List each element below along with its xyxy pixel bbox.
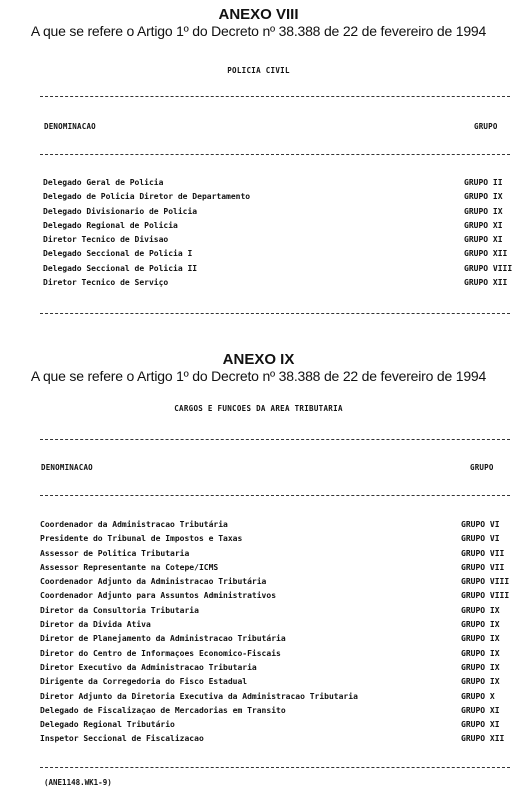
cargo-denominacao: Diretor do Centro de Informaçoes Economico-Fiscais (40, 648, 281, 658)
table-row (0, 563, 517, 577)
annex8-header-group: GRUPO (474, 122, 498, 131)
annex9-subtitle: A que se refere o Artigo 1º do Decreto nº 38.388 de 22 de fevereiro de 1994 (30, 368, 487, 384)
cargo-denominacao: Coordenador da Administracao Tributária (40, 520, 228, 529)
cargo-denominacao: Delegado Regional Tributário (40, 720, 175, 730)
annex9-title: ANEXO IX (222, 351, 295, 368)
table-row (0, 606, 517, 620)
annex8-rule-bottom (40, 313, 510, 314)
cargo-denominacao: Delegado Divisionario de Policia (43, 206, 198, 216)
cargo-denominacao: Diretor de Planejamento da Administracao Tributária (40, 634, 286, 644)
cargo-denominacao: Diretor Tecnico de Divisao (43, 235, 169, 245)
annex9-header-name: DENOMINACAO (41, 463, 93, 472)
cargo-grupo: GRUPO IX (461, 634, 500, 644)
table-row (0, 577, 517, 591)
cargo-grupo: GRUPO IX (461, 620, 500, 630)
cargo-grupo: GRUPO XI (464, 220, 503, 230)
cargo-denominacao: Diretor da Divida Ativa (40, 620, 151, 630)
cargo-grupo: GRUPO II (464, 178, 503, 187)
cargo-grupo: GRUPO VIII (461, 577, 510, 587)
cargo-denominacao: Delegado de Policia Diretor de Departamento (43, 192, 251, 202)
table-row (0, 520, 517, 534)
cargo-grupo: GRUPO IX (464, 192, 503, 202)
cargo-denominacao: Diretor Executivo da Administracao Tributaria (40, 662, 257, 672)
table-row (0, 207, 517, 221)
cargo-grupo: GRUPO IX (461, 677, 500, 687)
table-row (0, 720, 517, 734)
annex8-caption: POLICIA CIVIL (227, 66, 290, 75)
cargo-grupo: GRUPO IX (461, 648, 500, 658)
table-row (0, 235, 517, 249)
annex9-table (0, 520, 517, 749)
annex8-heading (0, 6, 517, 39)
cargo-grupo: GRUPO XII (461, 734, 505, 744)
cargo-denominacao: Inspetor Seccional de Fiscalizacao (40, 734, 204, 744)
file-reference: (ANE1148.WK1-9) (44, 778, 112, 787)
table-row (0, 591, 517, 605)
table-row (0, 692, 517, 706)
cargo-denominacao: Coordenador Adjunto da Administracao Tributária (40, 577, 267, 587)
annex8-subtitle: A que se refere o Artigo 1º do Decreto nº 38.388 de 22 de fevereiro de 1994 (30, 23, 487, 39)
cargo-denominacao: Assessor de Politica Tributaria (40, 548, 190, 558)
annex8-rule-mid (40, 154, 510, 155)
cargo-grupo: GRUPO IX (461, 662, 500, 672)
cargo-denominacao: Delegado Geral de Policia (43, 178, 164, 187)
cargo-grupo: GRUPO VI (461, 520, 500, 529)
annex9-rule-top (40, 439, 510, 440)
table-row (0, 249, 517, 263)
table-row (0, 178, 517, 192)
cargo-grupo: GRUPO XI (464, 235, 503, 245)
annex8-title: ANEXO VIII (218, 6, 299, 23)
annex9-rule-bottom (40, 767, 510, 768)
cargo-denominacao: Diretor Adjunto da Diretoria Executiva da Administracao Tributaria (40, 691, 358, 701)
cargo-denominacao: Presidente do Tribunal de Impostos e Taxas (40, 534, 243, 544)
cargo-denominacao: Delegado Seccional de Policia II (43, 263, 198, 273)
cargo-grupo: GRUPO VII (461, 562, 505, 572)
annex8-header-name: DENOMINACAO (44, 122, 96, 131)
cargo-denominacao: Diretor Tecnico de Serviço (43, 278, 169, 288)
table-row (0, 734, 517, 748)
cargo-denominacao: Delegado de Fiscalizaçao de Mercadorias em Transito (40, 705, 286, 715)
annex9-caption: CARGOS E FUNCOES DA AREA TRIBUTARIA (174, 404, 343, 413)
annex9-rule-mid (40, 495, 510, 496)
cargo-grupo: GRUPO VII (461, 548, 505, 558)
cargo-denominacao: Diretor da Consultoria Tributaria (40, 605, 199, 615)
table-row (0, 677, 517, 691)
cargo-denominacao: Delegado Seccional de Policia I (43, 249, 193, 259)
table-row (0, 649, 517, 663)
cargo-grupo: GRUPO IX (461, 605, 500, 615)
table-row (0, 264, 517, 278)
table-row (0, 278, 517, 292)
table-row (0, 706, 517, 720)
cargo-grupo: GRUPO VI (461, 534, 500, 544)
table-row (0, 634, 517, 648)
table-row (0, 620, 517, 634)
annex9-heading (0, 351, 517, 384)
cargo-grupo: GRUPO XI (461, 720, 500, 730)
cargo-denominacao: Assessor Representante na Cotepe/ICMS (40, 562, 219, 572)
annex9-header-group: GRUPO (470, 463, 494, 472)
cargo-denominacao: Delegado Regional de Policia (43, 220, 178, 230)
cargo-grupo: GRUPO VIII (464, 263, 513, 273)
cargo-denominacao: Dirigente da Corregedoria do Fisco Estadual (40, 677, 248, 687)
cargo-denominacao: Coordenador Adjunto para Assuntos Administrativos (40, 591, 277, 601)
table-row (0, 549, 517, 563)
cargo-grupo: GRUPO XII (464, 278, 508, 288)
cargo-grupo: GRUPO XII (464, 249, 508, 259)
annex8-table (0, 178, 517, 292)
table-row (0, 192, 517, 206)
cargo-grupo: GRUPO IX (464, 206, 503, 216)
cargo-grupo: GRUPO X (461, 691, 495, 701)
table-row (0, 534, 517, 548)
table-row (0, 221, 517, 235)
annex8-rule-top (40, 96, 510, 97)
cargo-grupo: GRUPO XI (461, 705, 500, 715)
cargo-grupo: GRUPO VIII (461, 591, 510, 601)
table-row (0, 663, 517, 677)
